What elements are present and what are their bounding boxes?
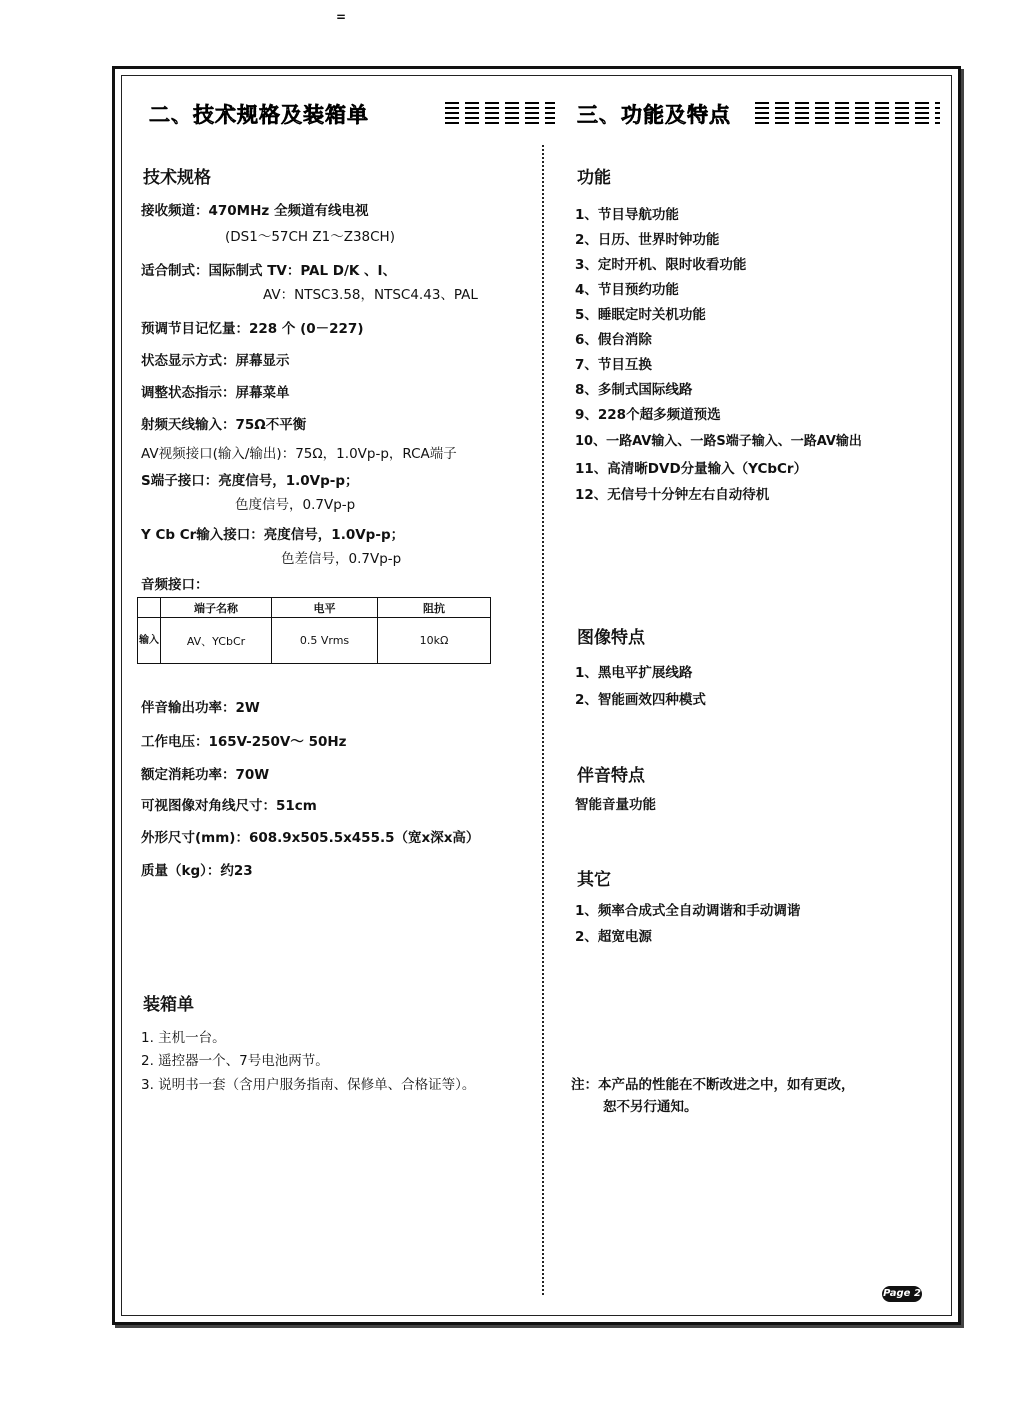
function-item: 2、日历、世界时钟功能 — [575, 232, 720, 248]
function-item: 1、节目导航功能 — [575, 207, 679, 223]
packing-item: 3. 说明书一套（含用户服务指南、保修单、合格证等）。 — [141, 1077, 476, 1093]
function-item: 5、睡眠定时关机功能 — [575, 307, 706, 323]
spec-line: 质量（kg）：约23 — [141, 863, 253, 879]
table-header: 阻抗 — [378, 598, 491, 618]
packing-item: 2. 遥控器一个、7号电池两节。 — [141, 1053, 329, 1069]
spec-line: 色差信号，0.7Vp-p — [281, 551, 402, 567]
function-item: 3、定时开机、限时收看功能 — [575, 257, 747, 273]
function-item: 12、无信号十分钟左右自动待机 — [575, 487, 770, 503]
sound-feature-item: 智能音量功能 — [575, 797, 656, 813]
spec-line: 预调节目记忆量：228 个 (0－227) — [141, 321, 364, 337]
spec-line: AV视频接口(输入/输出)：75Ω，1.0Vp-p，RCA端子 — [141, 446, 457, 462]
spec-line: 调整状态指示：屏幕菜单 — [141, 385, 290, 401]
function-item: 10、一路AV输入、一路S端子输入、一路AV输出 — [575, 434, 862, 449]
audio-interface-table — [137, 597, 491, 664]
spec-line: 状态显示方式：屏幕显示 — [141, 353, 290, 369]
spec-line: Y Cb Cr输入接口：亮度信号，1.0Vp-p； — [141, 527, 405, 543]
left-title-rule — [445, 102, 555, 124]
left-section-title: 二、技术规格及装箱单 — [149, 99, 369, 129]
image-feature-item: 1、黑电平扩展线路 — [575, 665, 693, 681]
top-mark: = — [336, 10, 346, 24]
table-corner-cell — [138, 598, 161, 618]
table-row-label: 输入 — [138, 618, 161, 664]
spec-line: 音频接口： — [141, 577, 209, 593]
other-feature-item: 1、频率合成式全自动调谐和手动调谐 — [575, 903, 801, 919]
function-item: 8、多制式国际线路 — [575, 382, 693, 398]
packing-heading: 装箱单 — [143, 995, 194, 1015]
sound-features-heading: 伴音特点 — [577, 766, 645, 786]
spec-line: AV：NTSC3.58，NTSC4.43、PAL — [263, 287, 478, 303]
spec-line: 色度信号，0.7Vp-p — [235, 497, 356, 513]
spec-line: 可视图像对角线尺寸：51cm — [141, 798, 317, 814]
page-number-badge: Page 2 — [882, 1286, 922, 1302]
column-divider — [542, 145, 544, 1295]
right-title-rule — [755, 102, 940, 124]
spec-line: 额定消耗功率：70W — [141, 767, 270, 783]
spec-line: 工作电压：165V-250V～ 50Hz — [141, 734, 347, 750]
spec-line: 接收频道：470MHz 全频道有线电视 — [141, 203, 369, 219]
spec-line: 伴音输出功率：2W — [141, 700, 260, 716]
other-features-heading: 其它 — [577, 870, 611, 890]
spec-line: 适合制式：国际制式 TV：PAL D/K 、I、 — [141, 263, 397, 279]
function-item: 11、高清晰DVD分量输入（YCbCr） — [575, 461, 808, 477]
spec-heading: 技术规格 — [143, 168, 211, 188]
spec-line: 射频天线输入：75Ω不平衡 — [141, 417, 307, 433]
page-frame — [112, 66, 961, 1325]
function-item: 6、假台消除 — [575, 332, 652, 348]
table-cell: 10kΩ — [378, 618, 491, 664]
spec-line: S端子接口：亮度信号，1.0Vp-p； — [141, 473, 359, 489]
spec-line: (DS1～57CH Z1～Z38CH) — [225, 229, 395, 245]
function-item: 4、节目预约功能 — [575, 282, 679, 298]
spec-line: 外形尺寸(mm)：608.9x505.5x455.5（宽x深x高） — [141, 830, 480, 846]
table-header: 电平 — [272, 598, 378, 618]
image-feature-item: 2、智能画效四种模式 — [575, 692, 706, 708]
table-cell: 0.5 Vrms — [272, 618, 378, 664]
table-header: 端子名称 — [161, 598, 272, 618]
packing-item: 1. 主机一台。 — [141, 1030, 226, 1046]
note-line: 恕不另行通知。 — [603, 1099, 698, 1115]
right-section-title: 三、功能及特点 — [577, 99, 731, 129]
image-features-heading: 图像特点 — [577, 628, 645, 648]
function-item: 9、228个超多频道预选 — [575, 407, 721, 423]
function-item: 7、节目互换 — [575, 357, 652, 373]
function-heading: 功能 — [577, 168, 611, 188]
note-line: 注：本产品的性能在不断改进之中，如有更改， — [571, 1077, 855, 1093]
other-feature-item: 2、超宽电源 — [575, 929, 652, 945]
table-cell: AV、YCbCr — [161, 618, 272, 664]
